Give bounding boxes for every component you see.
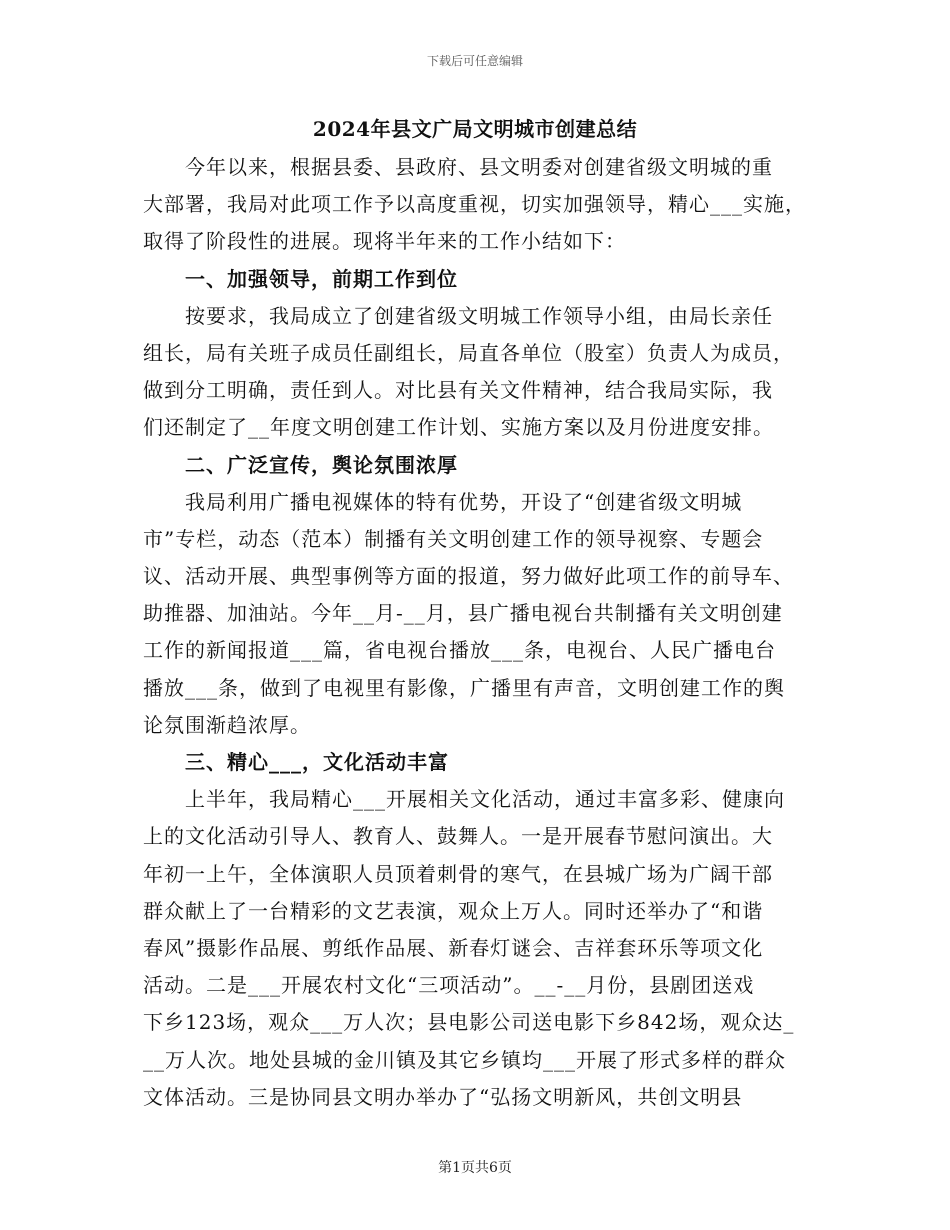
text-line: 取得了阶段性的进展。现将半年来的工作小结如下：: [143, 229, 626, 254]
text-line: 助推器、加油站。今年__月-__月，县广播电视台共制播有关文明创建: [143, 601, 783, 626]
text-line: 组长，局有关班子成员任副组长，局直各单位（股室）负责人为成员，: [143, 340, 794, 365]
text-line: 我局利用广播电视媒体的特有优势，开设了“创建省级文明城: [185, 489, 743, 514]
document-title: 2024年县文广局文明城市创建总结: [312, 117, 638, 141]
text-line: 按要求，我局成立了创建省级文明城工作领导小组，由局长亲任: [185, 303, 773, 328]
text-line: 大部署，我局对此项工作予以高度重视，切实加强领导，精心___实施，: [143, 192, 806, 217]
text-line: 上的文化活动引导人、教育人、鼓舞人。一是开展春节慰问演出。大: [143, 824, 773, 849]
text-line: 们还制定了__年度文明创建工作计划、实施方案以及月份进度安排。: [143, 415, 774, 440]
section-heading: 二、广泛宣传，舆论氛围浓厚: [185, 452, 458, 477]
text-line: 播放___条，做到了电视里有影像，广播里有声音，文明创建工作的舆: [143, 675, 785, 700]
text-line: 活动。二是___开展农村文化“三项活动”。__-__月份，县剧团送戏: [143, 973, 755, 998]
section-heading: 一、加强领导，前期工作到位: [185, 266, 458, 291]
text-line: 文体活动。三是协同县文明办举办了“弘扬文明新风，共创文明县: [143, 1084, 743, 1109]
text-line: 上半年，我局精心___开展相关文化活动，通过丰富多彩、健康向: [185, 787, 785, 812]
text-line: 下乡123场，观众___万人次；县电影公司送电影下乡842场，观众达_: [143, 1010, 795, 1035]
header-note: 下载后可任意编辑: [426, 54, 523, 68]
text-line: 群众献上了一台精彩的文艺表演，观众上万人。同时还举办了“和谐: [143, 898, 764, 923]
text-line: 市”专栏，动态（范本）制播有关文明创建工作的领导视察、专题会: [143, 526, 764, 551]
section-heading: 三、精心___，文化活动丰富: [185, 750, 449, 774]
text-line: 论氛围渐趋浓厚。: [143, 712, 311, 737]
text-line: 今年以来，根据县委、县政府、县文明委对创建省级文明城的重: [185, 155, 773, 179]
page-number-footer: 第1页共6页: [438, 1160, 512, 1176]
text-line: 年初一上午，全体演职人员顶着刺骨的寒气，在县城广场为广阔干部: [143, 861, 773, 886]
text-line: 议、活动开展、典型事例等方面的报道，努力做好此项工作的前导车、: [143, 564, 794, 589]
text-line: __万人次。地处县城的金川镇及其它乡镇均___开展了形式多样的群众: [143, 1047, 786, 1072]
text-line: 春风”摄影作品展、剪纸作品展、新春灯谜会、吉祥套环乐等项文化: [143, 935, 764, 960]
text-line: 工作的新闻报道___篇，省电视台播放___条，电视台、人民广播电台: [143, 638, 776, 663]
text-line: 做到分工明确，责任到人。对比县有关文件精神，结合我局实际，我: [143, 378, 773, 403]
document-body: [143, 149, 813, 1116]
